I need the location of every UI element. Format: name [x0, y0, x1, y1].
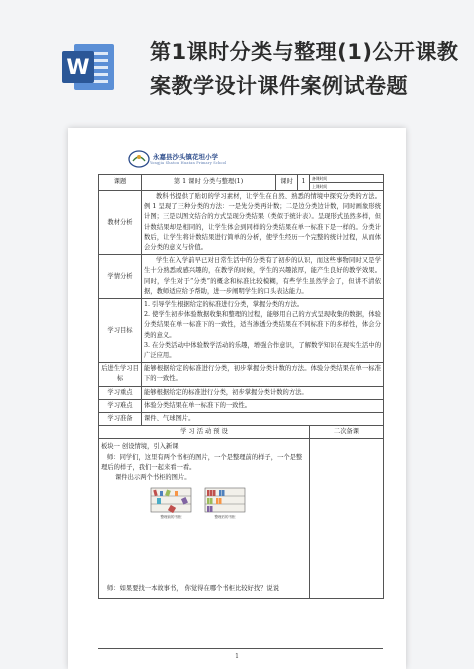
word-icon: [60, 38, 118, 96]
table-row: [99, 363, 384, 386]
row-label: 教材分析: [99, 191, 142, 255]
divider: [98, 648, 383, 649]
row-label: 学习重点: [99, 386, 142, 399]
bookshelves-illustration: [149, 486, 249, 520]
activity-line: 课件出示两个书柜的图片。: [115, 474, 191, 482]
caption-after: 整理后的书柜: [214, 515, 236, 520]
activity-section: 板块一 创设情境，引入新课: [101, 443, 179, 451]
shelf-after-image: [205, 488, 245, 512]
activity-header: 学 习 活 动 预 设: [99, 426, 310, 439]
document-page: [68, 128, 406, 669]
shelf-before-image: [151, 488, 191, 513]
goal-item: 1. 引导学生根据给定的标准进行分类，掌握分类的方法。: [144, 301, 304, 309]
plan-time-cell: [310, 175, 384, 191]
lesson-mark: 课时: [276, 175, 298, 191]
table-row: [99, 399, 384, 412]
header: [0, 0, 474, 120]
row-label: 学情分析: [99, 255, 142, 299]
goal-item: 3. 在分类活动中体验数学活动的乐趣，增强合作意识，了解数学知识在现实生活中的广泛应用。: [144, 341, 381, 360]
row-label: 后进生学习目标: [99, 363, 142, 386]
school-name: 永嘉县沙头镇花坦小学: [153, 153, 218, 161]
table-row: [99, 439, 384, 598]
preparation: 课件、气球图片。: [142, 413, 384, 426]
textbook-analysis: 教科书提供了贴切的学习素材，让学生在自然、熟悉的情境中探究分类的方法。例 1 呈现了三种分类的方法：一是先分类再计数；二是边分类边计数，同时画象形统计图；三是以图文结合的方式呈现分类结果（类似于统计表）。呈现形式虽然多样，但计数结果却是相同的，让学生体会到同样的分类结果在单一标准下是一样的。分类计数后，让学生将计数结果进行简单的分析，使学生经历一个完整的统计过程，从而体会分类的意义与价值。: [142, 191, 384, 255]
table-row: [99, 426, 384, 439]
weak-student-goals: 能够根据给定的标准进行分类，初步掌握分类计数的方法。体验分类结果在单一标准下的一致性。: [142, 363, 384, 386]
page-title: 第1课时分类与整理(1)公开课教案教学设计课件案例试卷题: [150, 40, 459, 98]
page-number: 1: [235, 653, 239, 660]
table-row: [99, 191, 384, 255]
row-label: 学习难点: [99, 399, 142, 412]
school-emblem-icon: [128, 150, 150, 168]
goal-item: 2. 使学生初步体验数据收集和整理的过程，能够用自己的方式呈现收集的数据，体验分类结果在单一标准下的一致性，适当渗透分类结果在不同标准下的多样性，体会分类的意义。: [144, 311, 381, 339]
table-row: [99, 413, 384, 426]
row-label: 学习目标: [99, 299, 142, 363]
key-points: 能够根据给定的标准进行分类，初步掌握分类计数的方法。: [142, 386, 384, 399]
spacer: [101, 526, 307, 584]
activity-cell: [99, 439, 310, 598]
student-analysis: 学生在入学前早已对日常生活中的分类有了初步的认识，而这些事物同时又是学生十分熟悉或感兴趣的，在教学的时候，学生的兴趣浓厚，能产生良好的教学效果。同时，学生对于“分类”的概念和标准比较模糊，有些学生虽然学会了，但讲不清依据，教师适应给予帮助，进一步阐明学生的口头表达能力。: [142, 255, 384, 299]
table-row: [99, 386, 384, 399]
word-icon-letter: W: [66, 55, 90, 79]
second-prep-cell: [310, 439, 384, 598]
lesson-plan-table: [98, 174, 384, 599]
lesson-title: 第 1 课时 分类与整理(1): [142, 175, 276, 191]
school-logo: [128, 150, 226, 168]
caption-before: 整理前的书柜: [160, 515, 182, 520]
row-label: 学习准备: [99, 413, 142, 426]
table-row: [99, 255, 384, 299]
difficult-points: 体验分类结果在单一标准下的一致性。: [142, 399, 384, 412]
activity-line: 师：同学们，这里有两个书柜的图片，一个是整理前的样子，一个是整理后的样子，我们一起来看一看。: [101, 453, 303, 471]
table-row: [99, 175, 384, 191]
activity-line: 师：如果要找一本故事书， 你觉得在哪个书柜比较好找？说说: [107, 585, 280, 593]
table-row: [99, 299, 384, 363]
lesson-label: 课题: [99, 175, 142, 191]
learning-goals: [142, 299, 384, 363]
school-subtitle: Yongjia Shatou Huatan Primary School: [150, 161, 227, 165]
second-prep-header: 二次备课: [310, 426, 384, 439]
plan-time-label: 备课时间: [310, 175, 383, 183]
lesson-number: 1: [298, 175, 310, 191]
class-time-label: 上课时间: [312, 184, 328, 189]
